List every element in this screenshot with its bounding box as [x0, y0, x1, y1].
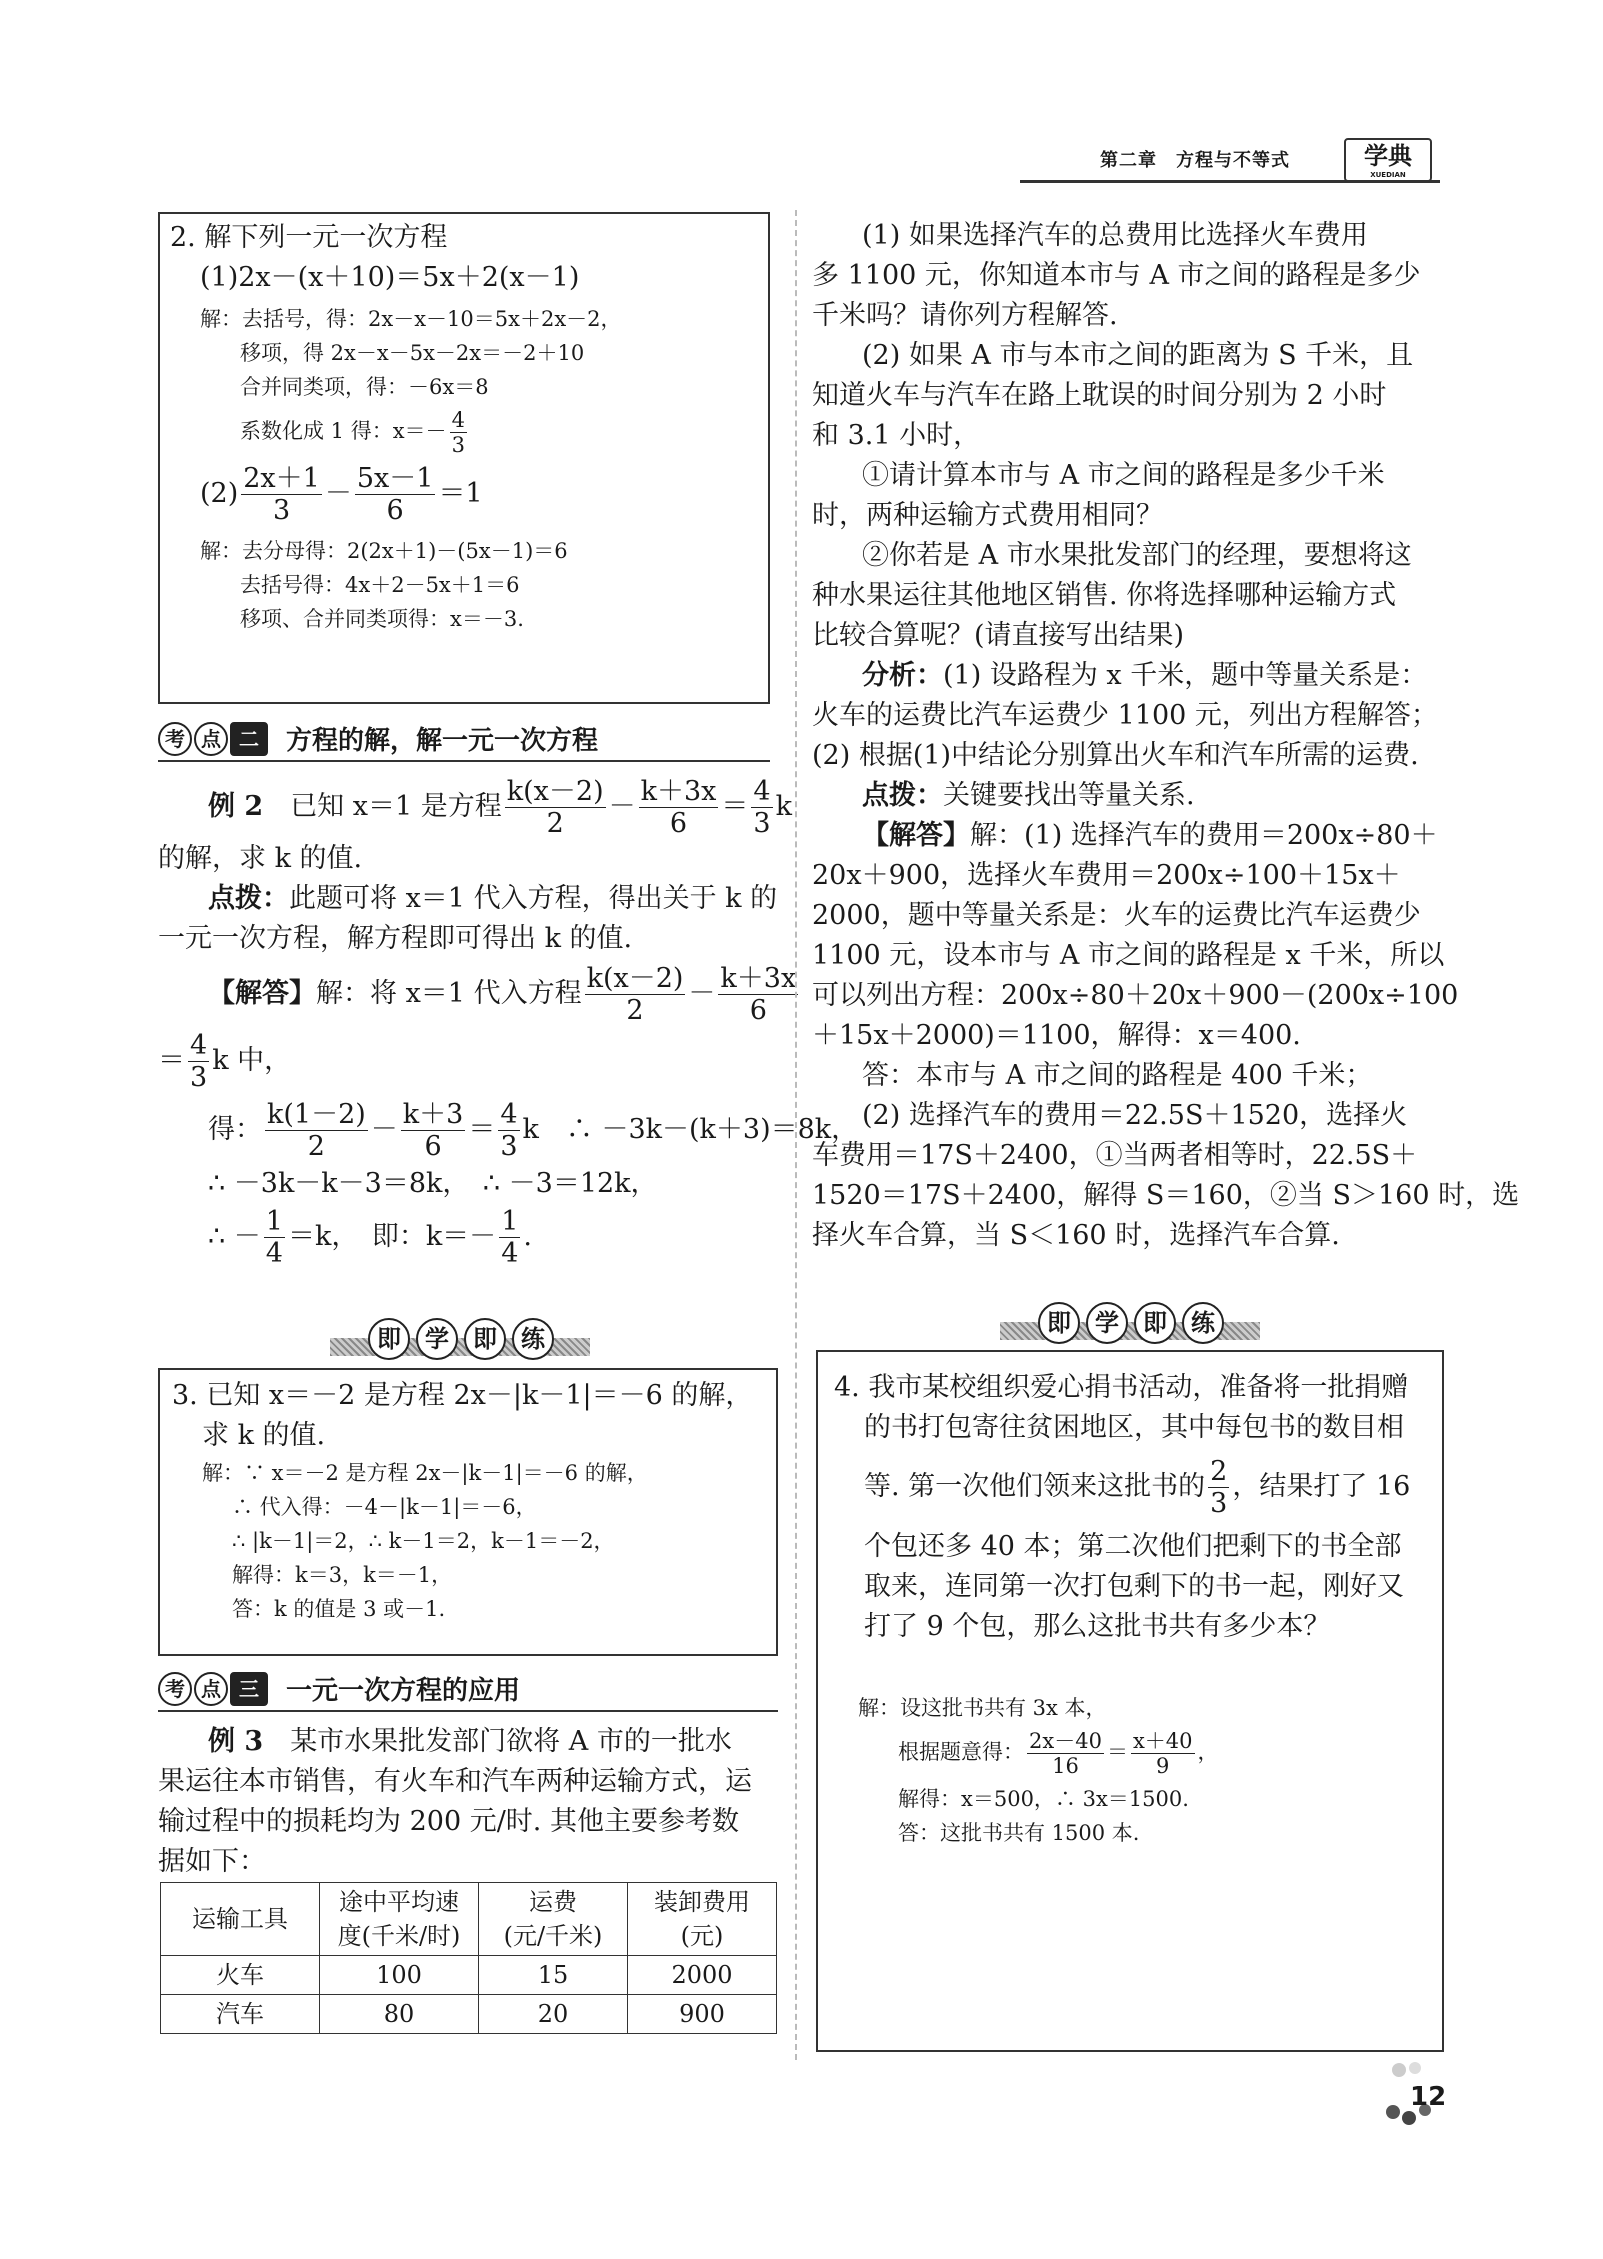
example-label: 例 3: [208, 1726, 264, 1757]
operator: －: [608, 791, 636, 823]
answer-line: ＋15x＋2000)＝1100，解得：x＝400.: [812, 1020, 1301, 1051]
answer-line: ∴ －3k－k－3＝8k， ∴ －3＝12k，: [208, 1168, 658, 1200]
eq-label: (2): [200, 478, 239, 510]
answer-line: 答：本市与 A 市之间的路程是 400 千米；: [862, 1060, 1373, 1091]
numerator: 1: [501, 1206, 519, 1238]
equation-1: (1)2x－(x＋10)＝5x＋2(x－1): [200, 262, 580, 293]
solution-text: ，: [1197, 1740, 1219, 1765]
question-text: [834, 1456, 1426, 1519]
solution-line: 移项，得 2x－x－5x－2x＝－2＋10: [240, 341, 585, 365]
banner-char: 学: [416, 1318, 458, 1360]
solution-line: [200, 408, 758, 457]
text-line: ②你若是 A 市水果批发部门的经理，要想将这: [862, 540, 1412, 571]
fraction: [355, 463, 436, 526]
text-line: (1) 如果选择汽车的总费用比选择火车费用: [862, 220, 1368, 251]
text-line: 和 3.1 小时，: [812, 420, 981, 451]
brand-sub: XUEDIAN: [1370, 171, 1406, 179]
banner-char: 练: [1182, 1302, 1224, 1344]
answer-line: [812, 816, 1447, 856]
denominator: 4: [501, 1238, 519, 1270]
solution-line: 去括号得：4x＋2－5x＋1＝6: [240, 573, 520, 598]
denominator: 2: [307, 1131, 325, 1163]
operator: ＝: [468, 1114, 496, 1146]
answer-line: 1520＝17S＋2400，解得 S＝160，②当 S＞160 时，选: [812, 1180, 1520, 1211]
question-text: 求 k 的值.: [202, 1420, 326, 1451]
example-text: 已知 x＝1 是方程: [290, 791, 502, 823]
solution-3: [172, 1456, 764, 1626]
equation-2: [170, 463, 758, 526]
answer-text: 解：(1) 选择汽车的费用＝200x÷80＋: [970, 820, 1438, 851]
table-cell: 20: [479, 1995, 628, 2034]
denominator: 2: [546, 808, 564, 840]
numerator: k＋3x: [720, 963, 797, 995]
column-divider: [795, 210, 797, 2060]
answer-line: (2) 选择汽车的费用＝22.5S＋1520，选择火: [862, 1100, 1408, 1131]
denominator: 6: [749, 995, 767, 1027]
answer-line: [158, 1030, 778, 1093]
fraction: [498, 1099, 519, 1162]
question-fragment: 等. 第一次他们领来这批书的: [864, 1471, 1206, 1503]
fraction: [1027, 1729, 1104, 1778]
table-header: [628, 1883, 777, 1956]
solution-line: 答：这批书共有 1500 本.: [898, 1821, 1140, 1846]
banner-chars: [1038, 1302, 1224, 1344]
kaodian-3-heading: [158, 1668, 778, 1712]
numerator: 2: [1210, 1456, 1228, 1487]
answer-line: 2000，题中等量关系是：火车的运费比汽车运费少: [812, 900, 1421, 931]
table-cell: 2000: [628, 1956, 777, 1995]
header-text: (元/千米): [503, 1922, 603, 1950]
kaodian-2-heading: [158, 718, 770, 762]
header-text: 度(千米/时): [337, 1922, 461, 1950]
example-line: 输过程中的损耗均为 200 元/时. 其他主要参考数: [158, 1806, 739, 1837]
text-line: 千米吗？请你列方程解答.: [812, 300, 1118, 331]
fraction: [1131, 1729, 1195, 1778]
tag-char: 考: [158, 1672, 192, 1706]
solution-2: [170, 534, 758, 636]
answer-line: [158, 1206, 778, 1269]
kaodian-tag: [158, 722, 270, 756]
question-fragment: ，结果打了 16: [1232, 1471, 1411, 1503]
operator: ＝: [158, 1045, 185, 1077]
exercise-box-4: [816, 1350, 1444, 2052]
tip-text: 此题可将 x＝1 代入方程，得出关于 k 的: [289, 883, 778, 915]
solution-line: [858, 1729, 1426, 1778]
example-line: 的解，求 k 的值.: [158, 843, 363, 875]
exercise-box-2: [158, 212, 770, 704]
chapter-title: 第二章 方程与不等式: [1100, 150, 1290, 171]
fraction: [401, 1099, 466, 1162]
text-line: (2) 如果 A 市与本市之间的距离为 S 千米，且: [862, 340, 1414, 371]
page-header: [1020, 138, 1440, 183]
denominator: 3: [451, 433, 465, 458]
numerator: k＋3x: [640, 776, 717, 807]
answer-line: 1100 元，设本市与 A 市之间的路程是 x 千米，所以: [812, 940, 1445, 971]
variable: k: [775, 791, 792, 823]
question-text: 个包还多 40 本；第二次他们把剩下的书全部: [864, 1531, 1402, 1563]
table-header: [320, 1883, 479, 1956]
answer-text: 解：将 x＝1 代入方程: [316, 978, 582, 1010]
table-header: [479, 1883, 628, 1956]
solution-4: [834, 1691, 1426, 1850]
numerator: 4: [190, 1030, 208, 1062]
fraction: [499, 1206, 520, 1269]
numerator: 4: [500, 1099, 518, 1131]
answer-text: ＝k， 即：k＝－: [287, 1221, 497, 1253]
header-text: 途中平均速: [339, 1888, 459, 1916]
operator: －: [688, 978, 716, 1010]
kaodian-tag: [158, 1672, 270, 1706]
solution-line: 解得：x＝500，∴ 3x＝1500.: [898, 1787, 1189, 1812]
tip-text: 关键要找出等量关系.: [943, 780, 1195, 811]
text-line: 多 1100 元，你知道本市与 A 市之间的路程是多少: [812, 260, 1421, 291]
numerator: x＋40: [1132, 1729, 1193, 1754]
fraction: [505, 776, 606, 839]
tip-label: 点拨：: [208, 883, 289, 915]
numerator: 5x－1: [356, 463, 434, 495]
tip-line: [158, 879, 778, 919]
example-label: 例 2: [208, 791, 264, 823]
brand-text: 学典: [1364, 141, 1412, 170]
answer-label: 【解答】: [208, 978, 316, 1010]
solution-line: 解：设这批书共有 3x 本，: [858, 1696, 1107, 1721]
analysis-line: [812, 656, 1447, 696]
table-row: [161, 1995, 777, 2034]
denominator: 6: [424, 1131, 442, 1163]
denominator: 3: [753, 808, 771, 840]
denominator: 3: [500, 1131, 518, 1163]
table-cell: 80: [320, 1995, 479, 2034]
solution-line: 解：∵ x＝－2 是方程 2x－|k－1|＝－6 的解，: [202, 1461, 648, 1485]
solution-line: 移项、合并同类项得：x＝－3.: [240, 607, 524, 632]
example-2: [158, 776, 859, 1270]
tag-char: 点: [194, 722, 228, 756]
header-text: 装卸费用: [654, 1888, 750, 1916]
practice-banner: [1000, 1302, 1260, 1348]
answer-line: 择火车合算，当 S＜160 时，选择汽车合算.: [812, 1220, 1340, 1251]
tag-number: 二: [230, 722, 268, 756]
banner-char: 学: [1086, 1302, 1128, 1344]
brand-logo: [1344, 138, 1432, 182]
table-header: [161, 1883, 320, 1956]
fraction: [585, 963, 686, 1026]
answer-text: .: [523, 1221, 532, 1253]
divider: [158, 760, 770, 762]
operator: ＝: [721, 791, 749, 823]
tag-number: 三: [230, 1672, 268, 1706]
question-text: 的书打包寄往贫困地区，其中每包书的数目相: [864, 1412, 1404, 1443]
banner-char: 即: [464, 1318, 506, 1360]
denominator: 9: [1156, 1754, 1170, 1779]
banner-char: 练: [512, 1318, 554, 1360]
tag-char: 点: [194, 1672, 228, 1706]
practice-banner: [330, 1318, 590, 1364]
tip-line: [812, 776, 1447, 816]
denominator: 6: [386, 495, 404, 527]
denominator: 3: [1210, 1488, 1228, 1520]
fraction: [639, 776, 719, 839]
numerator: 2x＋1: [243, 463, 320, 495]
banner-char: 即: [368, 1318, 410, 1360]
question-text: 打了 9 个包，那么这批书共有多少本？: [864, 1611, 1331, 1643]
solution-line: ∴ 代入得：－4－|k－1|＝－6，: [232, 1495, 537, 1519]
text-line: 种水果运往其他地区销售. 你将选择哪种运输方式: [812, 580, 1397, 611]
table-row: [161, 1956, 777, 1995]
answer-text: ∴ －: [208, 1221, 261, 1253]
section-title: 一元一次方程的应用: [286, 1676, 521, 1706]
fraction: [265, 1099, 368, 1162]
transport-table: [160, 1882, 777, 2034]
answer-line: [158, 963, 797, 1027]
example-text: 某市水果批发部门欲将 A 市的一批水: [290, 1726, 732, 1757]
banner-char: 即: [1038, 1302, 1080, 1344]
answer-label: 【解答】: [862, 820, 970, 851]
answer-line: [158, 1099, 859, 1163]
tip-label: 点拨：: [862, 780, 943, 811]
example-line: [158, 776, 792, 840]
answer-text: k ∴ －3k－(k＋3)＝8k，: [522, 1114, 859, 1146]
answer-line: 可以列出方程：200x÷80＋20x＋900－(200x÷100: [812, 980, 1459, 1011]
table-cell: 15: [479, 1956, 628, 1995]
numerator: 1: [265, 1206, 283, 1238]
example-line: 据如下：: [158, 1846, 266, 1877]
denominator: 3: [190, 1062, 208, 1094]
transport-table-wrap: [160, 1882, 777, 2034]
table-cell: 900: [628, 1995, 777, 2034]
fraction: [241, 463, 322, 526]
solution-text: 系数化成 1 得：x＝－: [240, 419, 447, 444]
example-line: [158, 1722, 783, 1762]
text-line: 时，两种运输方式费用相同？: [812, 500, 1163, 531]
table-cell: 火车: [161, 1956, 320, 1995]
text-line: ①请计算本市与 A 市之间的路程是多少千米: [862, 460, 1385, 491]
numerator: 4: [753, 776, 771, 807]
header-text: (元): [680, 1922, 724, 1950]
numerator: 2x－40: [1029, 1729, 1102, 1754]
fraction: [188, 1030, 209, 1093]
question-text: 取来，连同第一次打包剩下的书一起，刚好又: [864, 1571, 1404, 1603]
example-3: [158, 1722, 783, 1882]
solution-text: 根据题意得：: [898, 1740, 1024, 1765]
exercise-title: 2. 解下列一元一次方程: [170, 222, 448, 253]
analysis-label: 分析：: [862, 660, 943, 691]
denominator: 4: [265, 1238, 283, 1270]
solution-line: 解得：k＝3，k＝－1，: [232, 1563, 453, 1587]
solution-line: 解：去括号，得：2x－x－10＝5x＋2x－2，: [200, 307, 622, 331]
table-header-row: [161, 1883, 777, 1956]
denominator: 16: [1052, 1754, 1079, 1779]
page-number: 12: [1410, 2082, 1447, 2112]
operator: －: [324, 478, 352, 510]
analysis-line: 火车的运费比汽车运费少 1100 元，列出方程解答；: [812, 700, 1438, 731]
numerator: k(x－2): [506, 776, 604, 807]
denominator: 6: [669, 808, 688, 840]
banner-char: 即: [1134, 1302, 1176, 1344]
tag-char: 考: [158, 722, 192, 756]
text-line: 知道火车与汽车在路上耽误的时间分别为 2 小时: [812, 380, 1387, 411]
solution-line: 解：去分母得：2(2x＋1)－(5x－1)＝6: [200, 539, 568, 564]
banner-chars: [368, 1318, 554, 1360]
numerator: k(x－2): [586, 963, 684, 995]
question-text: 4. 我市某校组织爱心捐书活动，准备将一批捐赠: [834, 1372, 1409, 1403]
fraction: [1208, 1456, 1229, 1519]
fraction: [264, 1206, 285, 1269]
header-text: 运输工具: [192, 1905, 288, 1933]
solution-line: 答：k 的值是 3 或－1.: [232, 1597, 446, 1621]
numerator: k(1－2): [267, 1099, 366, 1131]
analysis-line: (2) 根据(1)中结论分别算出火车和汽车所需的运费.: [812, 740, 1419, 771]
denominator: 3: [272, 495, 291, 527]
fraction: [450, 408, 467, 457]
numerator: 4: [451, 408, 465, 432]
divider: [158, 1710, 778, 1712]
exercise-box-3: [158, 1368, 778, 1656]
denominator: 2: [626, 995, 644, 1027]
question-text: 3. 已知 x＝－2 是方程 2x－|k－1|＝－6 的解，: [172, 1380, 753, 1411]
operator: ＝: [1106, 1740, 1128, 1765]
tip-line: 一元一次方程，解方程即可得出 k 的值.: [158, 923, 633, 955]
solution-line: ∴ |k－1|＝2，∴ k－1＝2，k－1＝－2，: [232, 1529, 615, 1553]
fraction: [751, 776, 772, 839]
solution-line: 合并同类项，得：－6x＝8: [240, 375, 489, 399]
eq-rhs: ＝1: [438, 478, 483, 510]
answer-line: 20x＋900，选择火车费用＝200x÷100＋15x＋: [812, 860, 1401, 891]
example-3-questions: [812, 216, 1520, 1256]
table-cell: 100: [320, 1956, 479, 1995]
numerator: k＋3: [402, 1099, 464, 1131]
operator: －: [370, 1114, 398, 1146]
answer-line: 车费用＝17S＋2400，①当两者相等时，22.5S＋: [812, 1140, 1418, 1171]
answer-text: 得：: [208, 1114, 262, 1146]
fraction: [718, 963, 798, 1026]
answer-text: k 中，: [212, 1045, 292, 1077]
example-line: 果运往本市销售，有火车和汽车两种运输方式，运: [158, 1766, 752, 1797]
section-title: 方程的解，解一元一次方程: [286, 726, 599, 756]
header-text: 运费: [529, 1888, 577, 1916]
analysis-text: (1) 设路程为 x 千米，题中等量关系是：: [943, 660, 1428, 691]
text-line: 比较合算呢？(请直接写出结果): [812, 620, 1185, 651]
table-cell: 汽车: [161, 1995, 320, 2034]
solution-1: [170, 302, 758, 457]
